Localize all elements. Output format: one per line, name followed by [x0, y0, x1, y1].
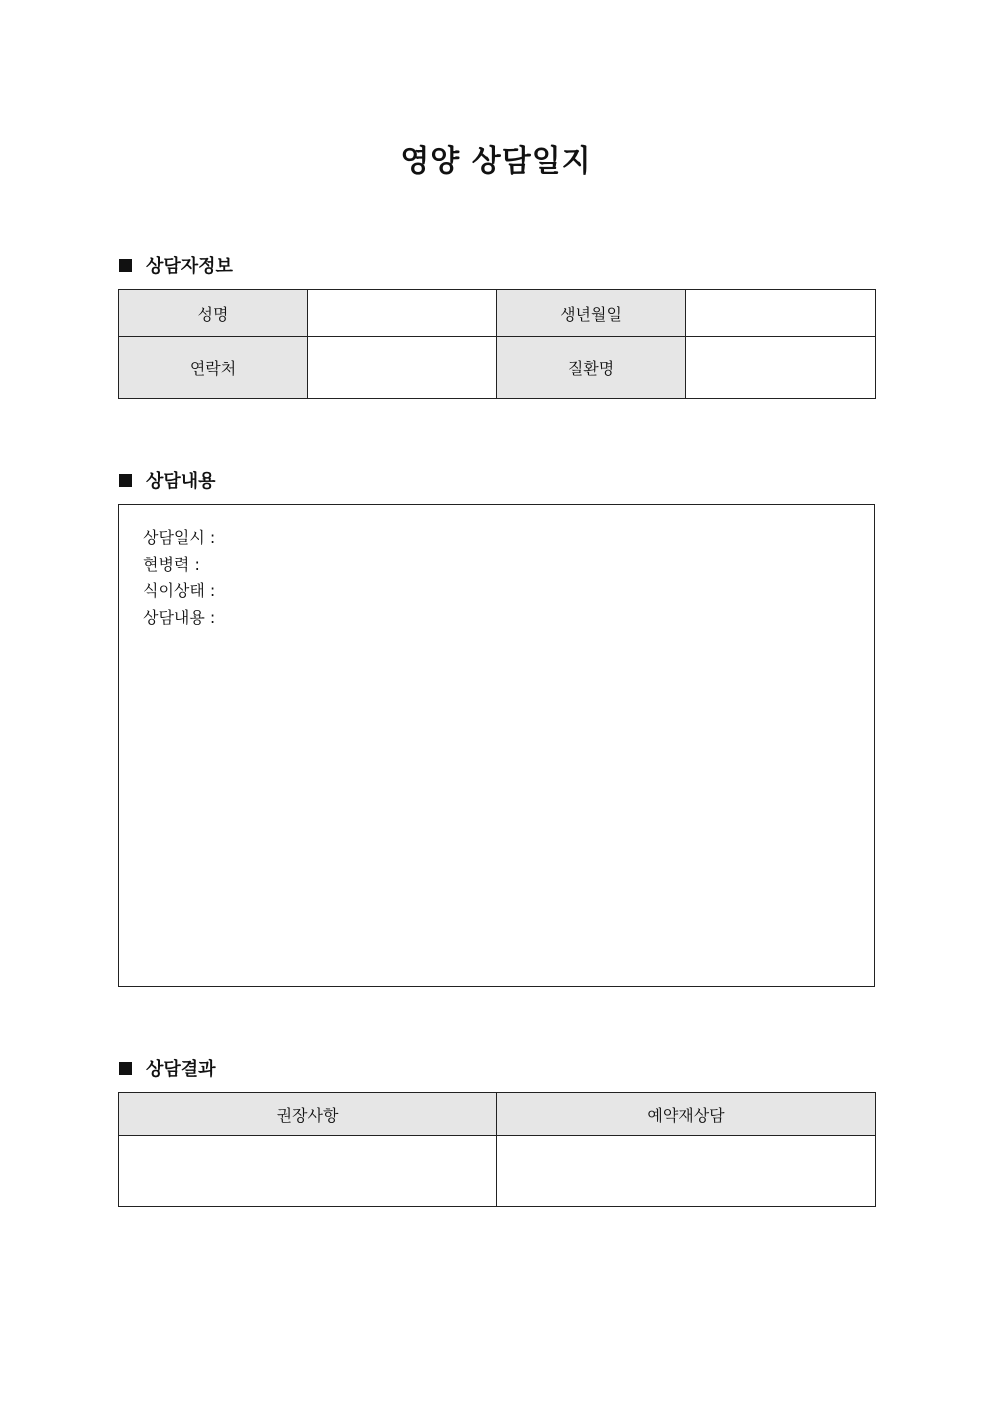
consult-detail-line: 상담내용 : — [143, 607, 216, 627]
black-square-icon — [119, 259, 132, 272]
black-square-icon — [119, 1062, 132, 1075]
followup-field[interactable] — [497, 1136, 876, 1207]
section-heading-label: 상담내용 — [146, 471, 216, 492]
name-field[interactable] — [308, 290, 497, 337]
present-illness-line: 현병력 : — [143, 554, 200, 574]
contact-label: 연락처 — [119, 337, 308, 399]
contact-field[interactable] — [308, 337, 497, 399]
table-row — [119, 337, 876, 399]
disease-field[interactable] — [686, 337, 876, 399]
consult-content-lines — [143, 525, 215, 631]
disease-label: 질환명 — [497, 337, 686, 399]
birthdate-label: 생년월일 — [497, 290, 686, 337]
table-row — [119, 1136, 876, 1207]
birthdate-field[interactable] — [686, 290, 876, 337]
consult-content-box[interactable] — [118, 504, 875, 987]
section-heading-consult-result — [119, 1056, 216, 1080]
table-row — [119, 1093, 876, 1136]
diet-status-line: 식이상태 : — [143, 581, 216, 600]
page-title: 영양 상담일지 — [400, 144, 592, 179]
table-row — [119, 290, 876, 337]
consult-result-table — [118, 1092, 876, 1207]
followup-header: 예약재상담 — [497, 1093, 876, 1136]
client-info-table — [118, 289, 876, 399]
name-label: 성명 — [119, 290, 308, 337]
recommendation-header: 권장사항 — [119, 1093, 497, 1136]
black-square-icon — [119, 474, 132, 487]
recommendation-field[interactable] — [119, 1136, 497, 1207]
section-heading-client-info — [119, 253, 233, 277]
consult-datetime-line: 상담일시 : — [143, 528, 216, 547]
section-heading-label: 상담자정보 — [146, 256, 233, 277]
section-heading-label: 상담결과 — [146, 1059, 216, 1080]
section-heading-consult-content — [119, 468, 216, 492]
